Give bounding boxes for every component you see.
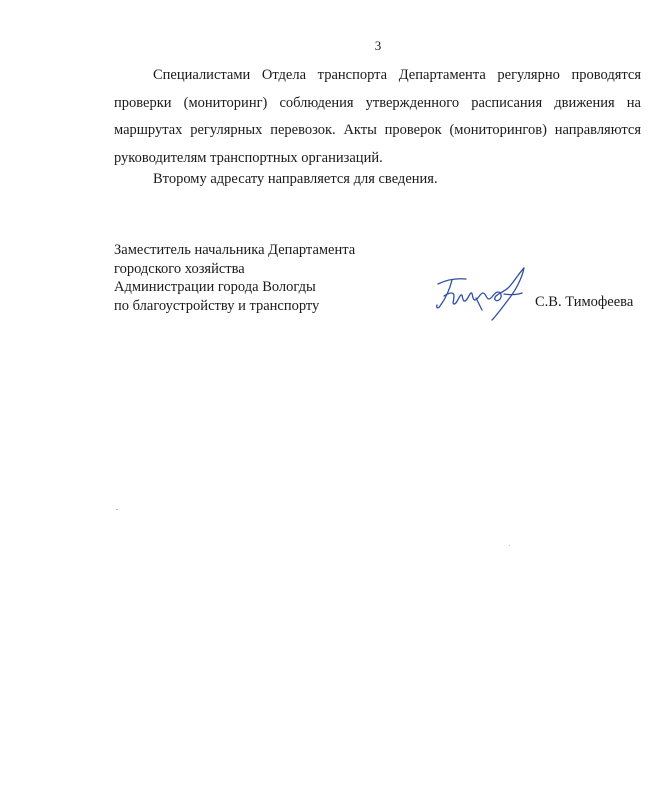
position-line: по благоустройству и транспорту [114, 297, 320, 314]
position-line: Заместитель начальника Департамента [114, 242, 356, 258]
page-number: 3 [374, 38, 382, 53]
handwritten-signature [432, 262, 532, 324]
position-line: Администрации города Вологды [114, 279, 316, 295]
scan-speck [509, 545, 510, 546]
body-paragraph-inspections: Специалистами Отдела транспорта Департамента регулярно проводятся проверки (мониторинг) соблюдения утвержденного расписания движения на маршрутах регулярных перевозок. Акты проверок (мониторингов) направляются руководителям транспортных организаций. [114, 67, 641, 166]
scan-speck [116, 509, 118, 510]
position-line: городского хозяйства [114, 260, 245, 277]
signer-name: С.В. Тимофеева [535, 294, 634, 310]
signatory-position [114, 241, 355, 315]
body-paragraph-second-addressee: Второму адресату направляется для сведения. [153, 171, 438, 187]
